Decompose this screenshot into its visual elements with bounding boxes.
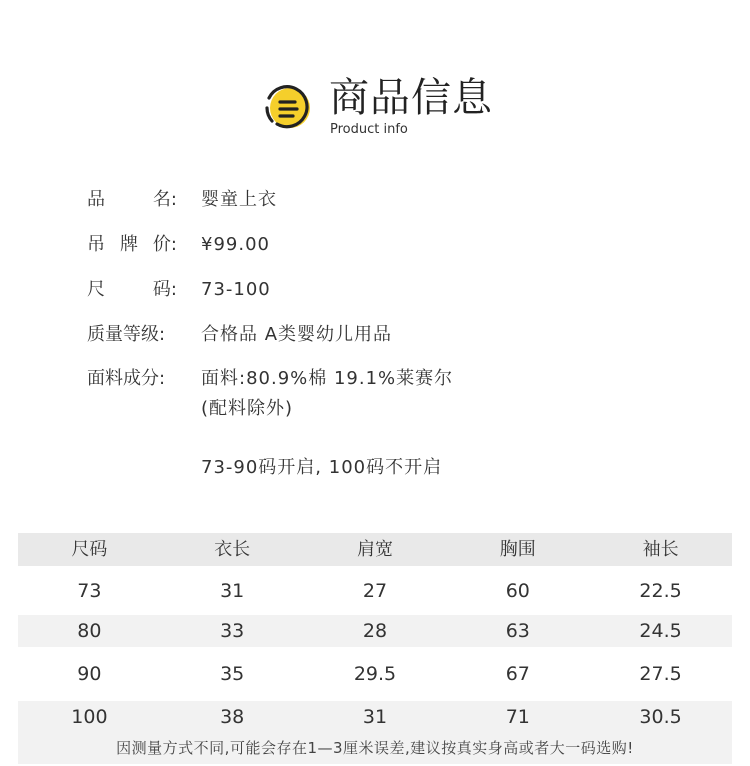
- table-cell: 63: [505, 620, 530, 642]
- table-cell: 27.5: [639, 663, 682, 685]
- table-cell: 31: [362, 706, 388, 728]
- label-char: 品: [87, 189, 105, 210]
- table-cell: 29.5: [353, 663, 397, 685]
- table-cell: 24.5: [639, 620, 682, 642]
- header-cell-sleeve: 袖长: [642, 539, 679, 560]
- header-cell-shoulder: 肩宽: [356, 539, 393, 560]
- table-cell: 27: [362, 580, 388, 602]
- info-label-material: 面料成分:: [87, 368, 166, 389]
- table-cell: 100: [71, 706, 108, 728]
- label-char: 吊: [87, 234, 105, 255]
- table-row: [18, 615, 732, 647]
- header-cell-length: 衣长: [214, 539, 251, 560]
- label-char: 码:: [152, 279, 177, 300]
- menu-list-icon: [263, 84, 313, 132]
- table-cell: 60: [505, 580, 530, 602]
- table-header-row: [18, 533, 732, 566]
- table-row: [18, 701, 732, 733]
- measurement-footnote: 因测量方式不同,可能会存在1—3厘米误差,建议按真实身高或者大一码选购!: [18, 733, 732, 764]
- table-cell: 33: [220, 620, 245, 642]
- page-title: 商品信息: [329, 75, 493, 121]
- table-cell: 71: [505, 706, 530, 728]
- table-cell: 30.5: [639, 706, 682, 728]
- info-value-material: 面料:80.9%棉 19.1%莱赛尔: [201, 368, 454, 389]
- header-cell-chest: 胸围: [499, 539, 536, 560]
- table-cell: 67: [505, 663, 530, 685]
- label-char: 名:: [152, 189, 177, 210]
- info-value-price: ¥99.00: [201, 234, 270, 255]
- page-subtitle: Product info: [330, 122, 408, 137]
- table-cell: 28: [362, 620, 388, 642]
- section-header: [263, 74, 523, 144]
- info-value-name: 婴童上衣: [201, 189, 277, 210]
- info-label-grade: 质量等级:: [87, 324, 166, 345]
- table-cell: 22.5: [639, 580, 682, 602]
- table-row: [18, 575, 732, 607]
- label-char: 价:: [152, 234, 177, 255]
- info-label-price: [87, 232, 177, 258]
- table-row: [18, 658, 732, 690]
- info-value-opening-note: 73-90码开启, 100码不开启: [201, 457, 443, 478]
- table-cell: 90: [77, 663, 102, 685]
- info-label-name: [87, 187, 177, 213]
- table-cell: 35: [220, 663, 245, 685]
- info-label-size: [87, 277, 177, 303]
- header-cell-size: 尺码: [71, 539, 108, 560]
- table-cell: 73: [77, 580, 102, 602]
- label-char: 牌: [119, 234, 138, 255]
- label-char: 尺: [87, 279, 105, 300]
- table-cell: 80: [77, 620, 102, 642]
- info-value-material-note: (配料除外): [201, 398, 294, 419]
- table-cell: 38: [220, 706, 245, 728]
- info-value-size: 73-100: [201, 279, 271, 300]
- table-cell: 31: [220, 580, 245, 602]
- info-value-grade: 合格品 A类婴幼儿用品: [201, 324, 393, 345]
